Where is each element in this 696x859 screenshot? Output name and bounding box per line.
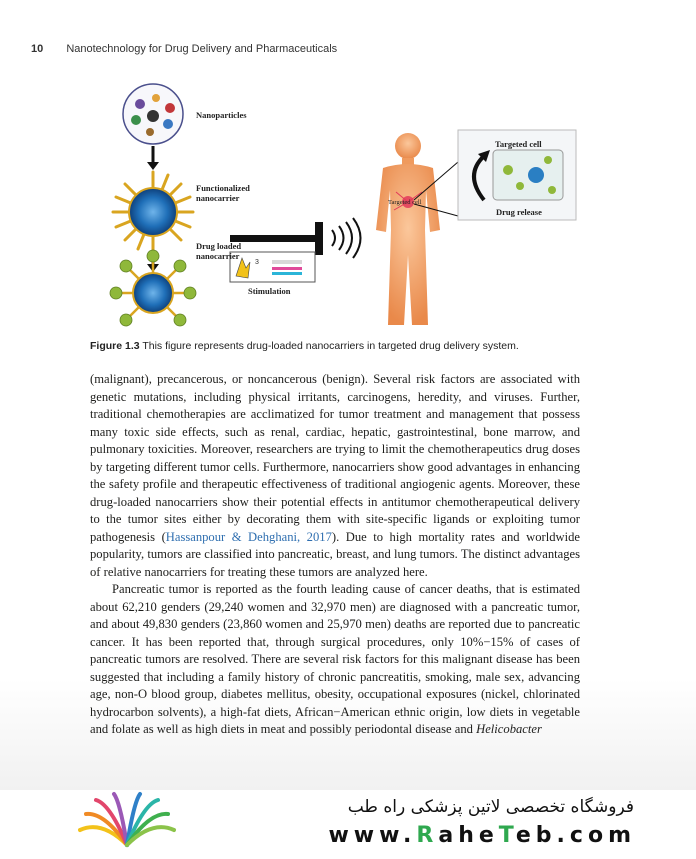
figure-illustration: [90, 80, 590, 330]
para2-text: Pancreatic tumor is reported as the fourth leading cause of cancer deaths, that is estimated about 62,210 genders (29,240 women and 32,970 men) are diagnosed with a pancreatic tumor, and about 49,830 genders (23,860 women and 25,970 men) deaths are reported due to pancreatic cancer. It has been reported that, through surgical procedures, only 10%−15% of cases of pancreatic tumors are resolved. There are several risk factors for this malignant disease has been suggested that including a family history of chronic pancreatitis, smoking, male sex, advancing age, non-O blood group, diabetes mellitus, obesity, occupational exposures (nickel, chlorinated hydrocarbon solvents), a high-fat diets, African−American ethnic origin, low diets in vegetable and folate as well as high diets in meat and possibly periodontal disease and: [90, 582, 580, 736]
functionalized-nanocarrier: [113, 172, 193, 252]
store-name: فروشگاه تخصصی لاتین پزشکی راه طب: [347, 797, 634, 817]
label-targeted-cell-body: Targeted cell: [388, 199, 422, 206]
human-body: [376, 133, 440, 325]
label-nanoparticles: Nanoparticles: [196, 110, 247, 120]
store-url[interactable]: [328, 823, 636, 848]
url-part: ahe: [438, 823, 499, 848]
body-text: [90, 371, 580, 739]
page-number: 10: [31, 43, 44, 55]
store-banner: [0, 790, 696, 859]
url-part: eb.com: [515, 823, 636, 848]
citation-link[interactable]: Hassanpour & Dehghani, 2017: [165, 529, 332, 544]
figure-1-3: [90, 80, 590, 330]
svg-text:3: 3: [255, 259, 259, 266]
para2-italic: Helicobacter: [476, 722, 542, 736]
caption-label: Figure 1.3: [90, 340, 140, 352]
label-drug-loaded-nanocarrier: Drug loaded nanocarrier: [196, 241, 242, 261]
running-header: [31, 43, 337, 55]
url-part: T: [498, 823, 516, 848]
paragraph-1: [90, 371, 580, 581]
label-stimulation: Stimulation: [248, 286, 291, 296]
paragraph-2: [90, 581, 580, 739]
para1-text-a: (malignant), precancerous, or noncancerous (benign). Several risk factors are associated with genetic mutations, including physical irritants, carcinogens, heredity, and viruses. Further, traditional chemotherapies are acclimatized for tumor treatment and management that possess many toxic side effects, such as renal, cardiac, hepatic, gastrointestinal, bone marrow, and pulmonary toxicities. Moreover, researchers are trying to limit the chemotherapeutics drug doses by targeting different tumor cells. Furthermore, nanocarriers show good advantages in enhancing the safety profile and therapeutic effectiveness of traditional angiogenic agents. Moreover, these drug-loaded nanocarriers show their potential effects in antitumor chemotherapeutical delivery to the tumor sites either by decorating them with site-specific ligands or exploiting tumor pathogenesis (: [90, 372, 580, 544]
caption-text: This figure represents drug-loaded nanocarriers in targeted drug delivery system.: [142, 340, 519, 352]
label-drug-release: Drug release: [496, 207, 542, 217]
nanoparticles-diagram: [123, 84, 183, 144]
label-targeted-cell-inset: Targeted cell: [495, 139, 542, 149]
running-title: Nanotechnology for Drug Delivery and Pharmaceuticals: [66, 43, 338, 55]
label-functionalized-nanocarrier: Functionalized nanocarrier: [196, 183, 250, 203]
open-book-logo-icon: [72, 790, 182, 859]
para1-text-b: ). Due to high mortality rates and worldwide popularity, tumors are classified into pancreatic, breast, and lung tumors. The distinct advantages of relative nanocarriers for treating these tumors are analyzed here.: [90, 529, 580, 579]
url-part: R: [416, 823, 439, 848]
drug-loaded-nanocarrier: [110, 250, 196, 326]
figure-caption: [90, 340, 610, 352]
url-part: www.: [328, 823, 417, 848]
